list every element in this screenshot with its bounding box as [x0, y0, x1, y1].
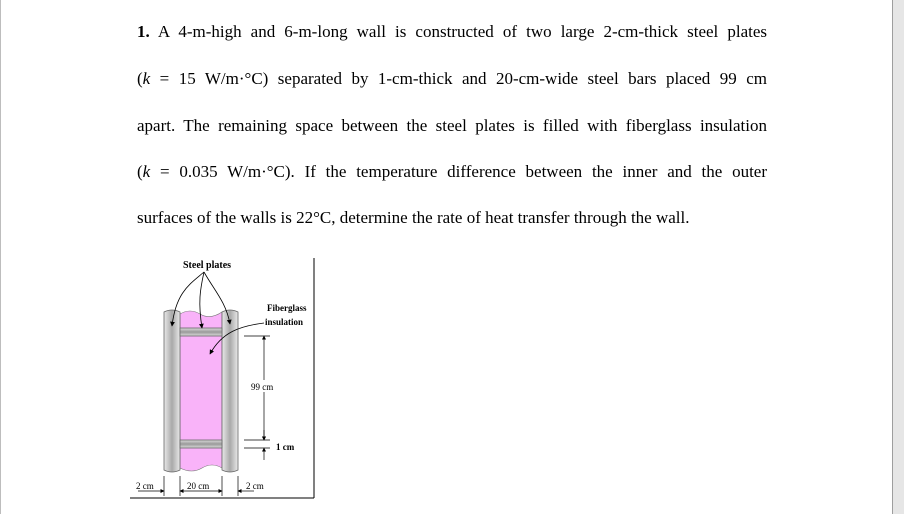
- steel-bar-top: [180, 328, 222, 336]
- scrollbar[interactable]: [892, 0, 904, 514]
- steel-bar-bottom: [180, 440, 222, 448]
- problem-line-1-text: A 4-m-high and 6-m-long wall is constructed of two large 2-cm-thick steel plates: [149, 22, 767, 41]
- problem-line-1: [137, 22, 767, 42]
- spacing-label: 99 cm: [251, 382, 274, 392]
- paren: (: [137, 162, 143, 181]
- k-symbol: k: [142, 69, 151, 88]
- left-steel-plate: [164, 310, 180, 472]
- paren: (: [137, 69, 143, 88]
- right-steel-plate: [222, 310, 238, 472]
- problem-line-4-text: = 0.035 W/m·°C). If the temperature difference between the inner and the outer: [150, 162, 767, 181]
- problem-line-5-text: surfaces of the walls is 22°C, determine the rate of heat transfer through the wall.: [137, 208, 690, 227]
- bar-thickness-label: 1 cm: [276, 442, 295, 452]
- problem-line-5: [137, 208, 767, 228]
- left-plate-thickness-label: 2 cm: [136, 481, 154, 491]
- right-plate-thickness-label: 2 cm: [246, 481, 264, 491]
- page-left-edge: [0, 0, 1, 514]
- wall-cross-section-figure: [130, 250, 330, 505]
- insulation-width-label: 20 cm: [187, 481, 210, 491]
- problem-line-2-text: = 15 W/m·°C) separated by 1-cm-thick and 20-cm-wide steel bars placed 99 cm: [150, 69, 767, 88]
- fiberglass-label: Fiberglass: [267, 303, 307, 313]
- steel-plates-label: Steel plates: [183, 260, 232, 271]
- problem-line-2: [137, 69, 767, 89]
- k-symbol: k: [142, 162, 151, 181]
- insulation-label: insulation: [265, 317, 304, 327]
- problem-line-3-text: apart. The remaining space between the steel plates is filled with fiberglass insulation: [137, 116, 767, 135]
- problem-line-3: [137, 116, 767, 136]
- problem-line-4: [137, 162, 767, 182]
- problem-number: 1.: [137, 22, 150, 41]
